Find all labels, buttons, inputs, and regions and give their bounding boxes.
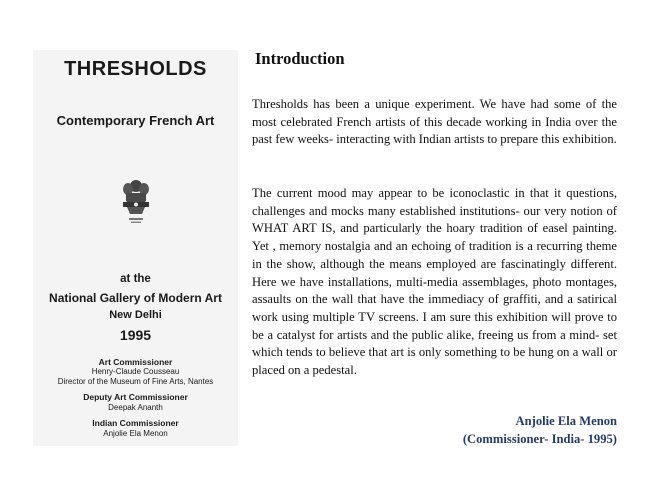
- credit-name: Henry-Claude Cousseau: [91, 367, 180, 376]
- cover-subtitle: Contemporary French Art: [56, 113, 215, 128]
- credit-role: Art Commissioner: [98, 357, 173, 367]
- credit-name: Deepak Ananth: [108, 403, 163, 412]
- state-emblem-icon: [117, 178, 155, 226]
- cover-at-the: at the: [120, 273, 151, 285]
- introduction-heading: Introduction: [255, 49, 345, 68]
- credit-role: Indian Commissioner: [92, 418, 179, 428]
- credit-role: Deputy Art Commissioner: [83, 392, 188, 402]
- introduction-paragraph: The current mood may appear to be iconoclastic in that it questions, challenges and mocks many established institutions- our very notion of WHAT ART IS, and particularly the hoary tradition of easel painting. Yet , memory nostalgia and an echoing of tradition is a recurring theme in the show, although the means employed are fascinatingly different. Here we have installations, multi-media assemblages, photo montages, assaults on the wall that have the immediacy of graffiti, and a satirical work using multiple TV screens. I am sure this exhibition will prove to be a catalyst for artists and the public alike, freeing us from a mind- set which tends to believe that art is only something to be hung on a wall or placed on a pedestal.: [252, 186, 617, 378]
- signature-name: Anjolie Ela Menon: [515, 414, 617, 428]
- cover-title: THRESHOLDS: [64, 58, 207, 80]
- cover-city: New Delhi: [109, 309, 162, 321]
- catalogue-cover: [33, 50, 238, 446]
- signature-title: (Commissioner- India- 1995): [462, 432, 617, 446]
- signature-block: [463, 412, 617, 448]
- credit-name: Anjolie Ela Menon: [103, 429, 168, 438]
- credit-detail: Director of the Museum of Fine Arts, Nantes: [57, 377, 214, 386]
- introduction-paragraph: Thresholds has been a unique experiment. We have had some of the most celebrated French artists of this decade working in India over the past few weeks- interacting with Indian artists to prepare this exhibition.: [252, 97, 617, 147]
- cover-year: 1995: [119, 327, 152, 343]
- cover-gallery: National Gallery of Modern Art: [49, 291, 222, 305]
